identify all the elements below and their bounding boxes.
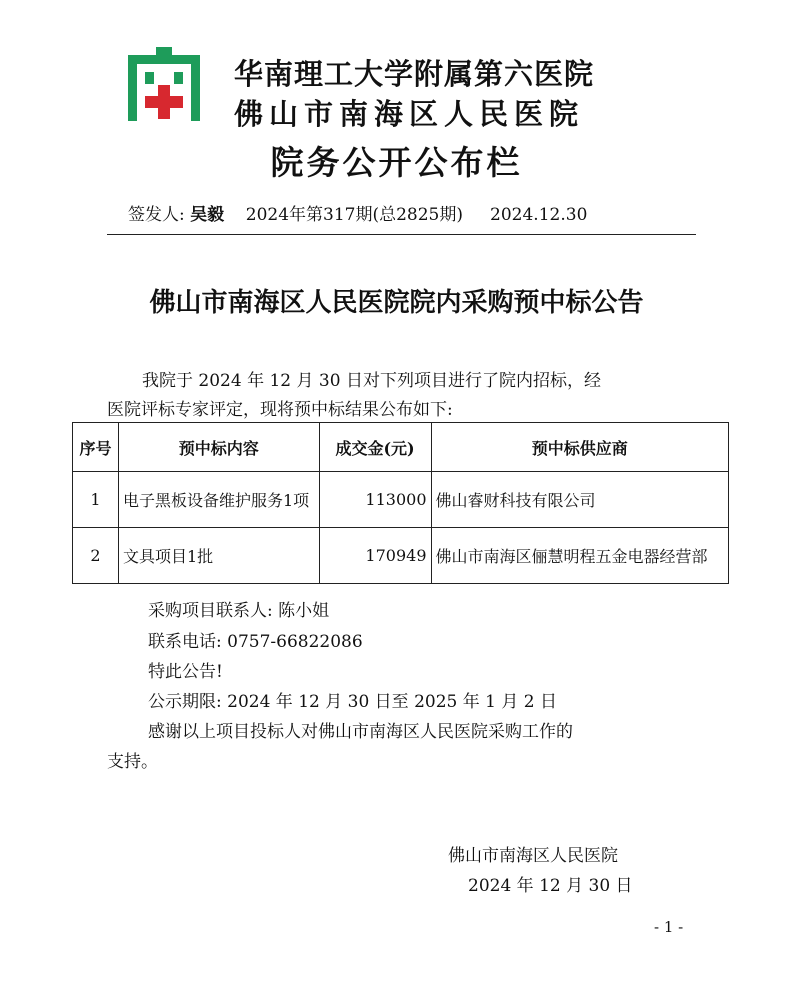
row-amount: 113000 [319,472,431,528]
contact-person: 采购项目联系人: 陈小姐 [148,601,330,621]
row-supplier: 佛山睿财科技有限公司 [431,472,729,528]
signer-label: 签发人: [128,205,185,225]
page-number: - 1 - [654,918,684,936]
signer-name: 吴毅 [190,205,225,225]
table-row [73,528,729,584]
row-supplier: 佛山市南海区俪慧明程五金电器经营部 [431,528,729,584]
signature-date: 2024 年 12 月 30 日 [468,876,633,896]
issue-line [128,200,587,225]
thanks-line-2: 支持。 [107,752,158,772]
contact-phone: 联系电话: 0757-66822086 [148,632,363,652]
row-no: 1 [73,472,119,528]
header-no: 序号 [73,423,119,472]
row-content: 文具项目1批 [118,528,319,584]
header-rule [107,234,696,235]
header-supplier: 预中标供应商 [431,423,729,472]
table-row [73,472,729,528]
bid-results-table [72,422,729,584]
hospital-logo [126,47,202,123]
hospital-name-line2: 佛山市南海区人民医院 [234,97,585,131]
header-content: 预中标内容 [118,423,319,472]
signature-org: 佛山市南海区人民医院 [448,846,618,866]
publicity-period: 公示期限: 2024 年 12 月 30 日至 2025 年 1 月 2 日 [148,692,557,712]
thanks-line-1: 感谢以上项目投标人对佛山市南海区人民医院采购工作的 [148,722,573,742]
issue-date: 2024.12.30 [490,205,588,225]
hospital-name-line1: 华南理工大学附属第六医院 [234,57,595,91]
notice-title: 佛山市南海区人民医院院内采购预中标公告 [149,288,644,318]
board-title: 院务公开公布栏 [270,143,523,182]
row-no: 2 [73,528,119,584]
row-content: 电子黑板设备维护服务1项 [118,472,319,528]
row-amount: 170949 [319,528,431,584]
header-amount: 成交金(元) [319,423,431,472]
intro-line-2: 医院评标专家评定，现将预中标结果公布如下: [107,400,453,420]
intro-line-1: 我院于 2024 年 12 月 30 日对下列项目进行了院内招标，经 [142,371,601,391]
issue-number: 2024年第317期(总2825期) [245,205,464,225]
table-header-row [73,423,729,472]
announcement: 特此公告! [148,662,223,682]
